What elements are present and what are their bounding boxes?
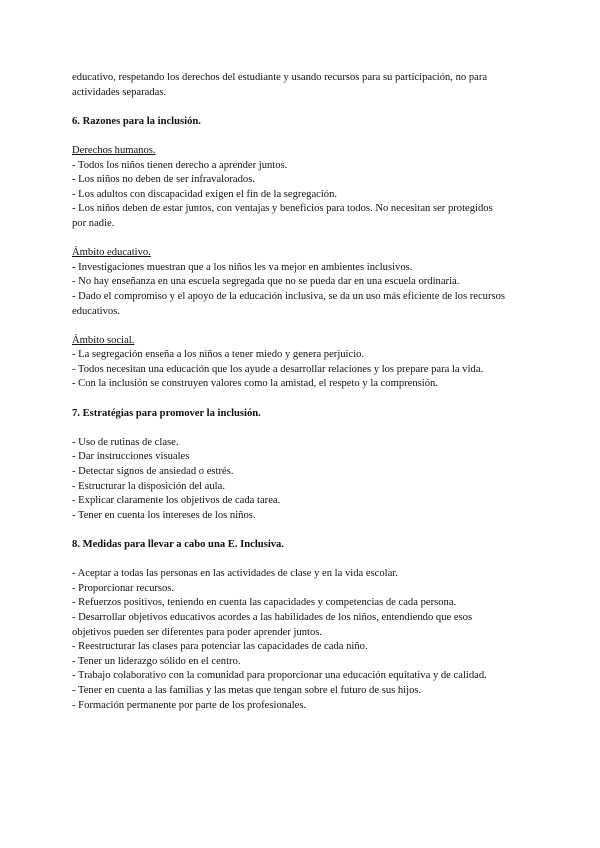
list-item: - Detectar signos de ansiedad o estrés.	[72, 466, 234, 478]
list-item: - Los niños no deben de ser infravalorados.	[72, 174, 255, 186]
list-item: - Trabajo colaborativo con la comunidad para proporcionar una educación equitativa y de calidad.	[72, 670, 487, 682]
list-item: - Uso de rutinas de clase.	[72, 436, 179, 448]
section-8-heading: 8. Medidas para llevar a cabo una E. Inclusiva.	[72, 539, 284, 550]
list-item: - Proporcionar recursos.	[72, 582, 175, 594]
list-item: educativos.	[72, 305, 120, 317]
document-page	[72, 71, 528, 713]
intro-line: actividades separadas.	[72, 86, 167, 98]
list-item: - Tener un liderazgo sólido en el centro.	[72, 655, 241, 667]
list-item: - No hay enseñanza en una escuela segregada que no se pueda dar en una escuela ordinaria.	[72, 276, 460, 288]
list-item: - Dar instrucciones visuales	[72, 451, 190, 463]
subheading-ambito-educativo: Ámbito educativo.	[72, 247, 151, 259]
list-item: - Con la inclusión se construyen valores como la amistad, el respeto y la comprensión.	[72, 378, 438, 390]
list-item: - Investigaciones muestran que a los niños les va mejor en ambientes inclusivos.	[72, 261, 413, 273]
list-item: - Reestructurar las clases para potenciar las capacidades de cada niño.	[72, 641, 368, 653]
list-item: - Todos los niños tienen derecho a aprender juntos.	[72, 159, 288, 171]
subheading-ambito-social: Ámbito social.	[72, 334, 135, 346]
list-item: - Tener en cuenta a las familias y las metas que tengan sobre el futuro de sus hijos.	[72, 684, 422, 696]
list-item: - La segregación enseña a los niños a tener miedo y genera perjuicio.	[72, 349, 365, 361]
section-6-heading: 6. Razones para la inclusión.	[72, 115, 201, 127]
subheading-derechos-humanos: Derechos humanos.	[72, 144, 156, 156]
list-item: - Los adultos con discapacidad exigen el fin de la segregación.	[72, 188, 338, 200]
list-item: objetivos pueden ser diferentes para poder aprender juntos.	[72, 626, 323, 638]
list-item: - Desarrollar objetivos educativos acordes a las habilidades de los niños, entendiendo que esos	[72, 611, 473, 623]
list-item: - Refuerzos positivos, teniendo en cuenta las capacidades y competencias de cada persona.	[72, 597, 457, 609]
list-item: por nadie.	[72, 217, 115, 229]
list-item: - Los niños deben de estar juntos, con ventajas y beneficios para todos. No necesitan ser protegidos	[72, 203, 493, 215]
list-item: - Formación permanente por parte de los profesionales.	[72, 699, 307, 711]
section-7-heading: 7. Estratégias para promover la inclusión.	[72, 407, 261, 419]
list-item: - Estructurar la disposición del aula.	[72, 480, 225, 492]
list-item: - Aceptar a todas las personas en las actividades de clase y en la vida escolar.	[72, 568, 398, 580]
list-item: - Explicar claramente los objetivos de cada tarea.	[72, 495, 281, 507]
list-item: - Todos necesitan una educación que los ayude a desarrollar relaciones y los prepare para la vida.	[72, 363, 484, 375]
list-item: - Tener en cuenta los intereses de los niños.	[72, 509, 256, 521]
intro-line: educativo, respetando los derechos del estudiante y usando recursos para su participación, no para	[72, 72, 488, 83]
list-item: - Dado el compromiso y el apoyo de la educación inclusiva, se da un uso más eficiente de los recursos	[72, 290, 506, 302]
